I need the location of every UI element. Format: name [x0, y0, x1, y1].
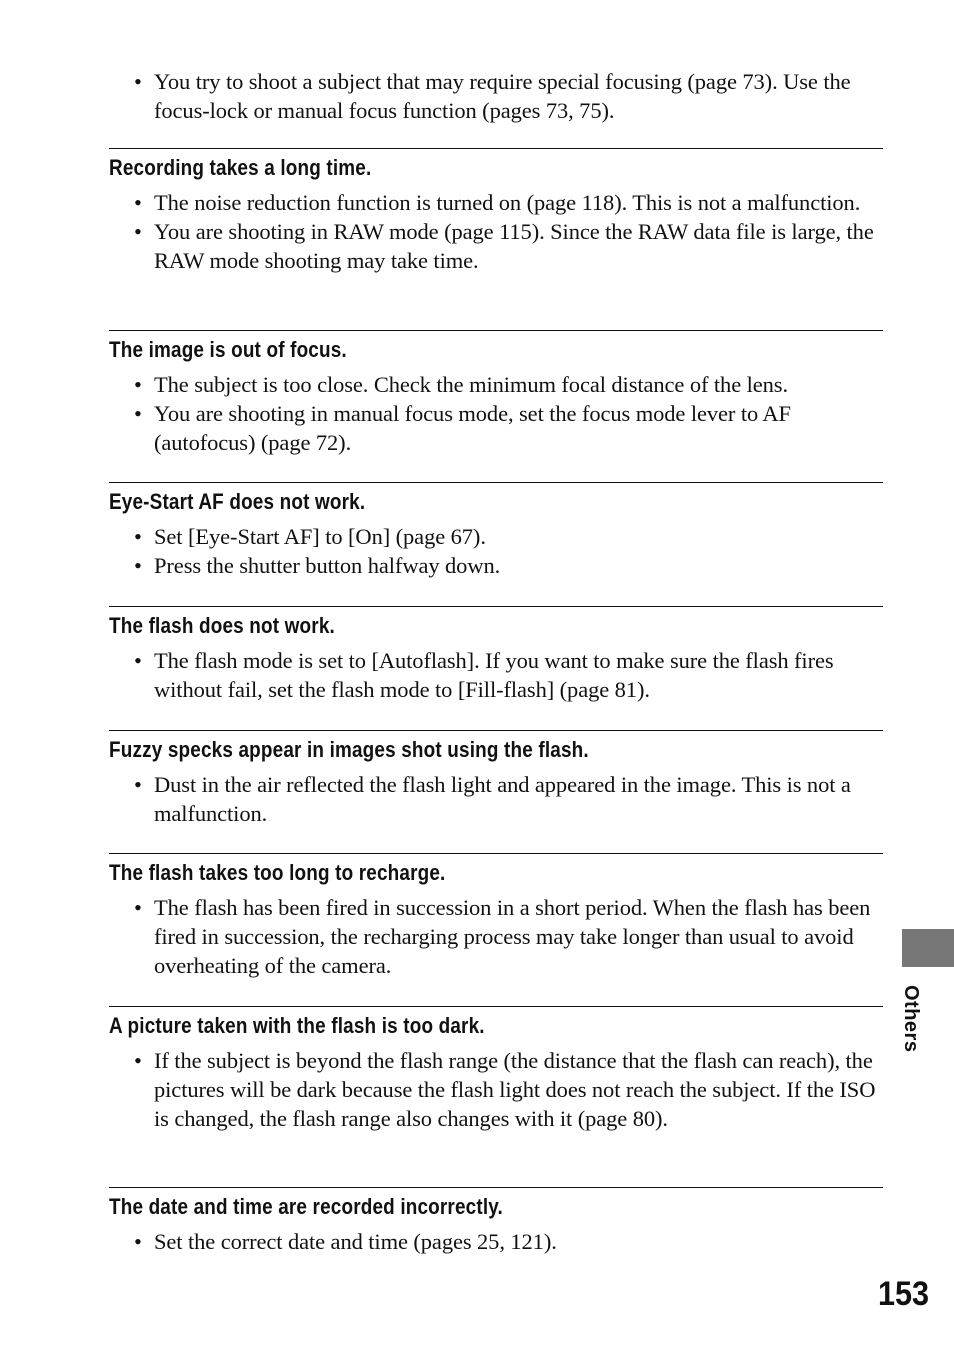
- section-heading: Recording takes a long time.: [109, 155, 372, 180]
- chapter-tab-marker: [902, 929, 954, 967]
- bullet-mark: •: [134, 524, 142, 549]
- bullet-text: The noise reduction function is turned on (page 118). This is not a malfunction.: [154, 190, 861, 215]
- bullet-text: The subject is too close. Check the minimum focal distance of the lens.: [154, 372, 788, 397]
- bullet-item: [134, 770, 883, 828]
- section-divider: [109, 606, 883, 607]
- bullet-list: [134, 893, 883, 980]
- bullet-text: You are shooting in manual focus mode, set the focus mode lever to AF (autofocus) (page 72).: [154, 401, 791, 455]
- section-recording-long: [109, 148, 883, 275]
- bullet-mark: •: [134, 1229, 142, 1254]
- bullet-list: [134, 370, 883, 457]
- section-eye-start-af: [109, 482, 883, 580]
- bullet-mark: •: [134, 401, 142, 426]
- bullet-list: [134, 646, 883, 704]
- bullet-item: [134, 893, 883, 980]
- bullet-list: [134, 770, 883, 828]
- bullet-mark: •: [134, 219, 142, 244]
- bullet-mark: •: [134, 895, 142, 920]
- section-heading: A picture taken with the flash is too dark.: [109, 1013, 485, 1038]
- section-date-time: [109, 1187, 883, 1256]
- section-flash-not-work: [109, 606, 883, 704]
- intro-continuation: [134, 67, 884, 125]
- section-flash-recharge: [109, 853, 883, 980]
- page-number: 153: [878, 1275, 930, 1313]
- section-heading: Eye-Start AF does not work.: [109, 489, 366, 514]
- bullet-mark: •: [134, 772, 142, 797]
- bullet-list: [134, 1046, 883, 1133]
- bullet-list: [134, 188, 883, 275]
- bullet-mark: •: [134, 190, 142, 215]
- bullet-mark: •: [134, 372, 142, 397]
- section-heading: Fuzzy specks appear in images shot using the flash.: [109, 737, 589, 762]
- bullet-item: [134, 646, 883, 704]
- bullet-item: [134, 188, 883, 217]
- section-divider: [109, 1006, 883, 1007]
- bullet-list: [134, 1227, 883, 1256]
- bullet-item: [134, 1227, 883, 1256]
- section-heading: The flash takes too long to recharge.: [109, 860, 446, 885]
- section-flash-too-dark: [109, 1006, 883, 1133]
- bullet-item: [134, 399, 883, 457]
- bullet-item: [134, 1046, 883, 1133]
- section-out-of-focus: [109, 330, 883, 457]
- bullet-text: Set the correct date and time (pages 25, 121).: [154, 1229, 557, 1254]
- section-heading: The image is out of focus.: [109, 337, 347, 362]
- section-divider: [109, 148, 883, 149]
- chapter-tab-label: Others: [900, 985, 922, 1053]
- bullet-text: If the subject is beyond the flash range (the distance that the flash can reach), the pictures will be dark because the flash light does not reach the subject. If the ISO is changed, the flash range also changes with it (page 80).: [154, 1048, 876, 1131]
- section-divider: [109, 482, 883, 483]
- bullet-list: [134, 522, 883, 580]
- section-divider: [109, 730, 883, 731]
- bullet-mark: •: [134, 69, 142, 94]
- section-divider: [109, 1187, 883, 1188]
- bullet-text: Press the shutter button halfway down.: [154, 553, 501, 578]
- bullet-text: You try to shoot a subject that may require special focusing (page 73). Use the focus-lock or manual focus function (pages 73, 75).: [154, 69, 851, 123]
- bullet-text: The flash mode is set to [Autoflash]. If you want to make sure the flash fires without fail, set the flash mode to [Fill-flash] (page 81).: [154, 648, 834, 702]
- bullet-mark: •: [134, 1048, 142, 1073]
- section-divider: [109, 853, 883, 854]
- bullet-item: [134, 370, 883, 399]
- bullet-item: [134, 551, 883, 580]
- bullet-text: You are shooting in RAW mode (page 115). Since the RAW data file is large, the RAW mode shooting may take time.: [154, 219, 874, 273]
- bullet-item: [134, 217, 883, 275]
- bullet-mark: •: [134, 648, 142, 673]
- intro-bullet-list: [134, 67, 884, 125]
- section-fuzzy-specks: [109, 730, 883, 828]
- bullet-mark: •: [134, 553, 142, 578]
- bullet-item: [134, 522, 883, 551]
- section-heading: The flash does not work.: [109, 613, 335, 638]
- bullet-text: Set [Eye-Start AF] to [On] (page 67).: [154, 524, 486, 549]
- section-divider: [109, 330, 883, 331]
- section-heading: The date and time are recorded incorrectly.: [109, 1194, 503, 1219]
- bullet-text: The flash has been fired in succession in a short period. When the flash has been fired in succession, the recharging process may take longer than usual to avoid overheating of the camera.: [154, 895, 871, 978]
- bullet-text: Dust in the air reflected the flash light and appeared in the image. This is not a malfunction.: [154, 772, 851, 826]
- bullet-item: [134, 67, 884, 125]
